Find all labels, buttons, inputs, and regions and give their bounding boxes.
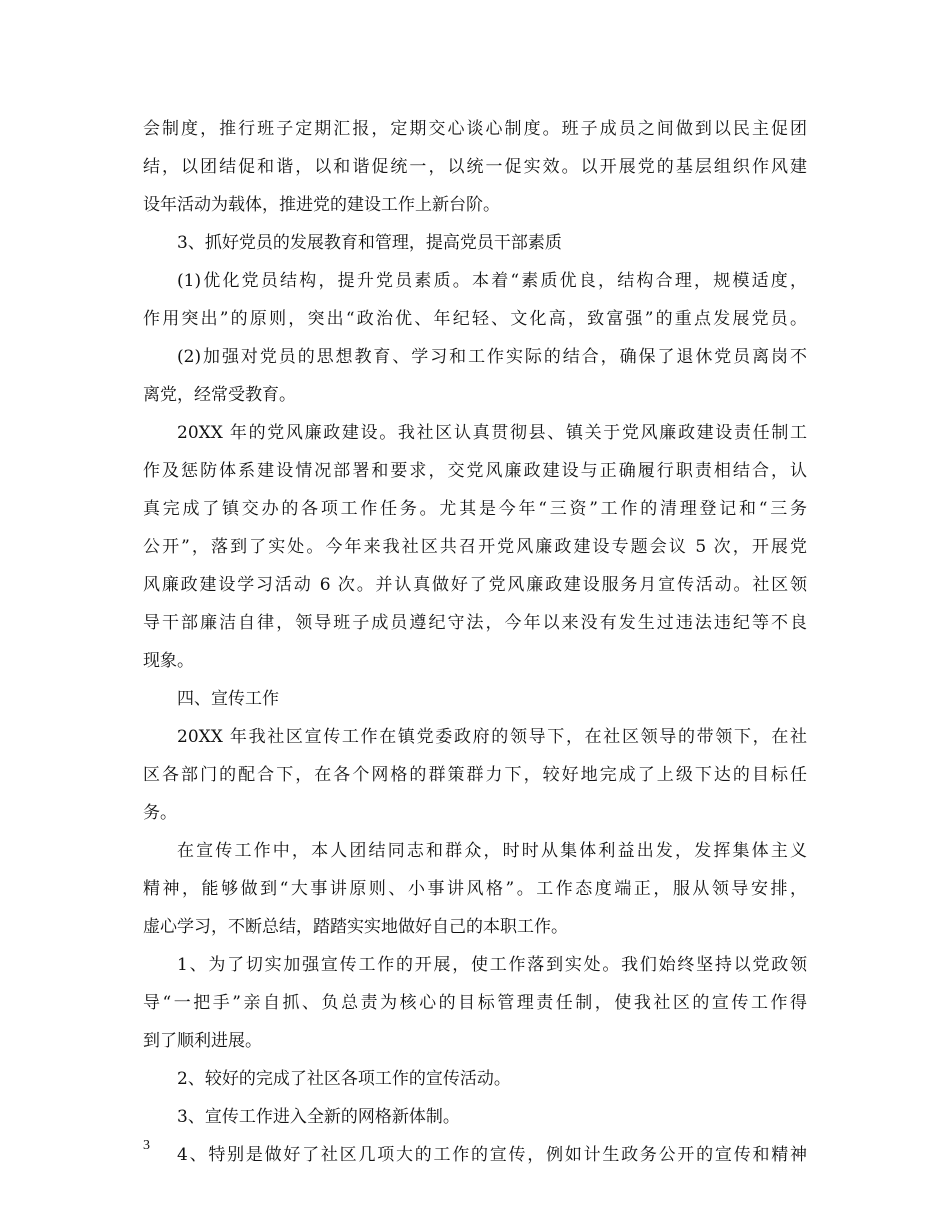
text-line: 虚心学习，不断总结，踏踏实实地做好自己的本职工作。 <box>143 917 568 937</box>
text-line: 作用突出”的原则，突出“政治优、年纪轻、文化高，致富强”的重点发展党员。 <box>143 309 807 329</box>
text-line: 20XX 年的党风廉政建设。我社区认真贯彻县、镇关于党风廉政建设责任制工 <box>177 423 807 443</box>
text-line: 现象。 <box>143 651 194 671</box>
page-number: 3 <box>143 1138 150 1153</box>
text-line: 4、特别是做好了社区几项大的工作的宣传，例如计生政务公开的宣传和精神 <box>177 1145 807 1165</box>
text-line: 设年活动为载体，推进党的建设工作上新台阶。 <box>143 195 500 215</box>
text-line: 四、宣传工作 <box>177 689 279 709</box>
text-line: 2、较好的完成了社区各项工作的宣传活动。 <box>177 1069 511 1089</box>
text-line: 3、抓好党员的发展教育和管理，提高党员干部素质 <box>177 233 562 253</box>
text-line: 结，以团结促和谐，以和谐促统一，以统一促实效。以开展党的基层组织作风建 <box>143 157 807 177</box>
text-line: 务。 <box>143 803 177 823</box>
text-line: 20XX 年我社区宣传工作在镇党委政府的领导下，在社区领导的带领下，在社 <box>177 727 807 747</box>
text-line: 导“一把手”亲自抓、负总责为核心的目标管理责任制，使我社区的宣传工作得 <box>143 993 807 1013</box>
text-line: 风廉政建设学习活动 6 次。并认真做好了党风廉政建设服务月宣传活动。社区领 <box>143 575 807 595</box>
text-line: 公开”，落到了实处。今年来我社区共召开党风廉政建设专题会议 5 次，开展党 <box>143 537 807 557</box>
text-line: 作及惩防体系建设情况部署和要求，交党风廉政建设与正确履行职责相结合，认 <box>143 461 807 481</box>
text-line: 会制度，推行班子定期汇报，定期交心谈心制度。班子成员之间做到以民主促团 <box>143 119 807 139</box>
text-line: 导干部廉洁自律，领导班子成员遵纪守法，今年以来没有发生过违法违纪等不良 <box>143 613 807 633</box>
text-line: 真完成了镇交办的各项工作任务。尤其是今年“三资”工作的清理登记和“三务 <box>143 499 807 519</box>
text-line: 在宣传工作中，本人团结同志和群众，时时从集体利益出发，发挥集体主义 <box>177 841 807 861</box>
text-line: (2)加强对党员的思想教育、学习和工作实际的结合，确保了退休党员离岗不 <box>177 347 807 367</box>
text-line: 1、为了切实加强宣传工作的开展，使工作落到实处。我们始终坚持以党政领 <box>177 955 807 975</box>
text-line: 3、宣传工作进入全新的网格新体制。 <box>177 1107 460 1127</box>
body-text <box>143 110 807 1174</box>
text-line: 离党，经常受教育。 <box>143 385 296 405</box>
text-line: 精神，能够做到“大事讲原则、小事讲风格”。工作态度端正，服从领导安排， <box>143 879 807 899</box>
text-line: 区各部门的配合下，在各个网格的群策群力下，较好地完成了上级下达的目标任 <box>143 765 807 785</box>
text-line: 到了顺利进展。 <box>143 1031 262 1051</box>
text-line: (1)优化党员结构，提升党员素质。本着“素质优良，结构合理，规模适度， <box>177 271 807 291</box>
